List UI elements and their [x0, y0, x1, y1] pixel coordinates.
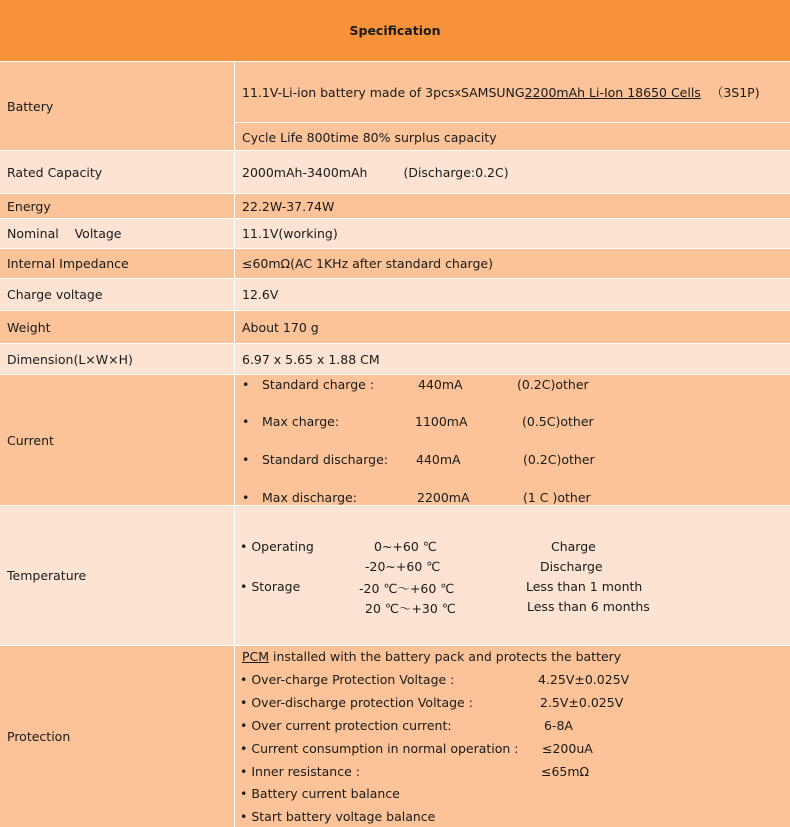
spec-value-text: 22.2W-37.74W [242, 198, 335, 214]
spec-text: 2200mA [417, 490, 470, 505]
spec-value-text: 12.6V [242, 287, 279, 302]
spec-text: (0.2C)other [517, 377, 589, 392]
spec-text: • [242, 490, 250, 505]
spec-text: • Current consumption in normal operation : [240, 741, 519, 756]
temp-st-range-2: 20 ℃～+30 ℃ [365, 601, 456, 616]
spec-value-text: 6.97 x 5.65 x 1.88 CM [242, 351, 380, 367]
temp-st-time-2: Less than 6 months [527, 599, 650, 614]
temp-storage-label: • Storage [240, 579, 301, 594]
battery-line1: 11.1V-Li-ion battery made of 3pcs x SAMSUNG 2200mAh Li-Ion 18650 Cells （3S1P) [235, 62, 790, 122]
row-current [0, 374, 790, 505]
weight-label: Weight [0, 311, 234, 343]
spec-text: Max discharge: [262, 490, 357, 505]
dimension-value [235, 344, 790, 374]
spec-text: 1100mA [415, 414, 468, 429]
current-value [235, 375, 790, 505]
spec-text: • Over-discharge protection Voltage : [240, 695, 473, 710]
row-battery [0, 61, 790, 150]
row-protection [0, 645, 790, 827]
spec-text: 2.5V±0.025V [540, 695, 624, 710]
energy-value [235, 194, 790, 218]
spec-value-text: About 170 g [242, 319, 319, 335]
spec-value-text: 2000mAh-3400mAh (Discharge:0.2C) [242, 164, 509, 180]
battery-line2: Cycle Life 800time 80% surplus capacity [235, 122, 790, 151]
spec-text: • [242, 377, 250, 392]
dimension-label: Dimension(L×W×H) [0, 344, 234, 374]
row-internal-impedance [0, 248, 790, 278]
current-label: Current [0, 375, 234, 505]
rated-capacity-label: Rated Capacity [0, 151, 234, 193]
spec-text: 440mA [418, 377, 463, 392]
spec-text: Standard charge : [262, 377, 375, 392]
spec-text: ≤65mΩ [541, 764, 590, 779]
spec-text: Standard discharge: [262, 452, 388, 467]
spec-text: • Over-charge Protection Voltage : [240, 672, 455, 687]
pcm-link[interactable]: PCM [242, 649, 270, 664]
row-weight [0, 310, 790, 343]
rated-capacity-value [235, 151, 790, 193]
spec-text: • Over current protection current: [240, 718, 452, 733]
spec-text: ≤200uA [542, 741, 593, 756]
spec-text: • Start battery voltage balance [240, 809, 436, 824]
protection-value [235, 646, 790, 827]
spec-text: (0.5C)other [522, 414, 594, 429]
battery-value [235, 62, 790, 150]
spec-text: (0.2C)other [523, 452, 595, 467]
spec-title: Specification [349, 23, 441, 38]
charge-voltage-label: Charge voltage [0, 279, 234, 310]
temp-op-range-2: -20~+60 ℃ [365, 559, 441, 574]
row-energy [0, 193, 790, 218]
internal-impedance-value [235, 249, 790, 278]
spec-text: 6-8A [544, 718, 573, 733]
spec-text: Max charge: [262, 414, 340, 429]
internal-impedance-label: Internal Impedance [0, 249, 234, 278]
spec-text: • [242, 452, 250, 467]
battery-label: Battery [0, 62, 234, 150]
weight-value [235, 311, 790, 343]
spec-text: 440mA [416, 452, 461, 467]
spec-text: 4.25V±0.025V [538, 672, 630, 687]
spec-value-text: ≤60mΩ(AC 1KHz after standard charge) [242, 256, 493, 271]
nominal-voltage-value [235, 219, 790, 248]
nominal-voltage-label: Nominal Voltage [0, 219, 234, 248]
spec-value-text: 11.1V(working) [242, 226, 338, 241]
temp-st-range-1: -20 ℃～+60 ℃ [359, 581, 455, 596]
protection-label: Protection [0, 646, 234, 827]
temperature-label: Temperature [0, 506, 234, 645]
charge-voltage-value [235, 279, 790, 310]
temp-operating-label: • Operating [240, 539, 314, 554]
row-charge-voltage [0, 278, 790, 310]
energy-label: Energy [0, 194, 234, 218]
row-nominal-voltage [0, 218, 790, 248]
row-rated-capacity [0, 150, 790, 193]
temp-op-mode-1: Charge [551, 539, 596, 554]
temp-op-range-1: 0~+60 ℃ [374, 539, 437, 554]
spec-text: • Battery current balance [240, 786, 400, 801]
temp-st-time-1: Less than 1 month [526, 579, 643, 594]
battery-cells-link[interactable]: 2200mAh Li-Ion 18650 Cells [524, 84, 701, 100]
spec-text: • [242, 414, 250, 429]
protection-intro: PCM installed with the battery pack and protects the battery [242, 649, 622, 664]
temp-op-mode-2: Discharge [540, 559, 603, 574]
row-temperature [0, 505, 790, 645]
row-dimension [0, 343, 790, 374]
spec-text: (1 C )other [523, 490, 591, 505]
spec-header [0, 0, 790, 61]
spec-text: • Inner resistance : [240, 764, 360, 779]
temperature-value [235, 506, 790, 645]
